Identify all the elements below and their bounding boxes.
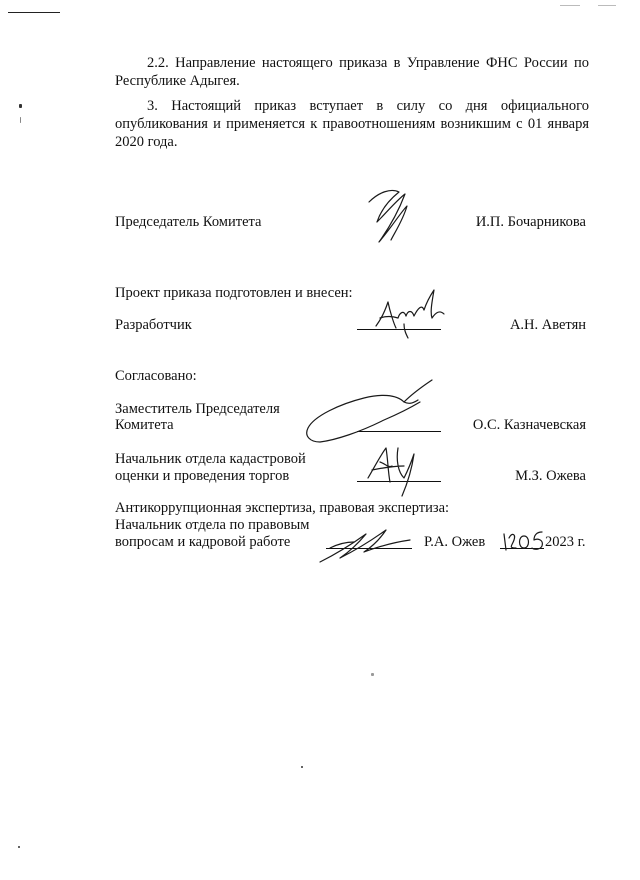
paragraph-3: [115, 97, 589, 151]
cadastre-signature: [358, 438, 428, 508]
cadastre-position-line2: оценки и проведения торгов: [115, 468, 290, 484]
paragraph-3-number: 3.: [147, 98, 158, 114]
chairman-signature: [355, 180, 425, 260]
legal-name: Р.А. Ожев: [424, 534, 486, 550]
deputy-position-line2: Комитета: [115, 417, 174, 433]
deputy-position-line1: Заместитель Председателя: [115, 401, 280, 417]
legal-year: 2023 г.: [545, 534, 586, 550]
legal-position-line1: Начальник отдела по правовым: [115, 517, 310, 533]
prepared-heading: Проект приказа подготовлен и внесен:: [115, 285, 353, 301]
legal-position-line2: вопросам и кадровой работе: [115, 534, 291, 550]
scan-artifact-line: [560, 5, 580, 6]
scan-artifact-dot: [20, 117, 21, 123]
paragraph-2-2: 2.2. Направление настоящего приказа в Управление ФНС России по Республике Адыгея.: [115, 55, 589, 89]
agreed-heading: Согласовано:: [115, 368, 197, 384]
scan-artifact-dot: [18, 846, 20, 848]
chairman-position: Председатель Комитета: [115, 214, 262, 230]
scan-artifact-dot: [371, 673, 374, 676]
chairman-name: И.П. Бочарникова: [475, 214, 586, 230]
cadastre-position-line1: Начальник отдела кадастровой: [115, 451, 306, 467]
cadastre-name: М.З. Ожева: [515, 468, 586, 484]
developer-signature: [370, 284, 450, 344]
scan-artifact-line: [8, 12, 60, 13]
scan-artifact-line: [598, 5, 616, 6]
paragraph-3-text: Настоящий приказ вступает в силу со дня официального опубликования и применяется к правоотношениям возникшим с 01 января 2020 года.: [115, 98, 590, 150]
developer-name: А.Н. Аветян: [509, 317, 586, 333]
deputy-name: О.С. Казначевская: [472, 417, 586, 433]
scan-artifact-dot: [19, 104, 22, 108]
developer-position: Разработчик: [115, 317, 192, 333]
scan-artifact-dot: [301, 766, 303, 768]
legal-date-handwritten: [500, 526, 550, 556]
legal-heading: Антикоррупционная экспертиза, правовая экспертиза:: [115, 500, 450, 516]
legal-signature: [316, 518, 416, 568]
